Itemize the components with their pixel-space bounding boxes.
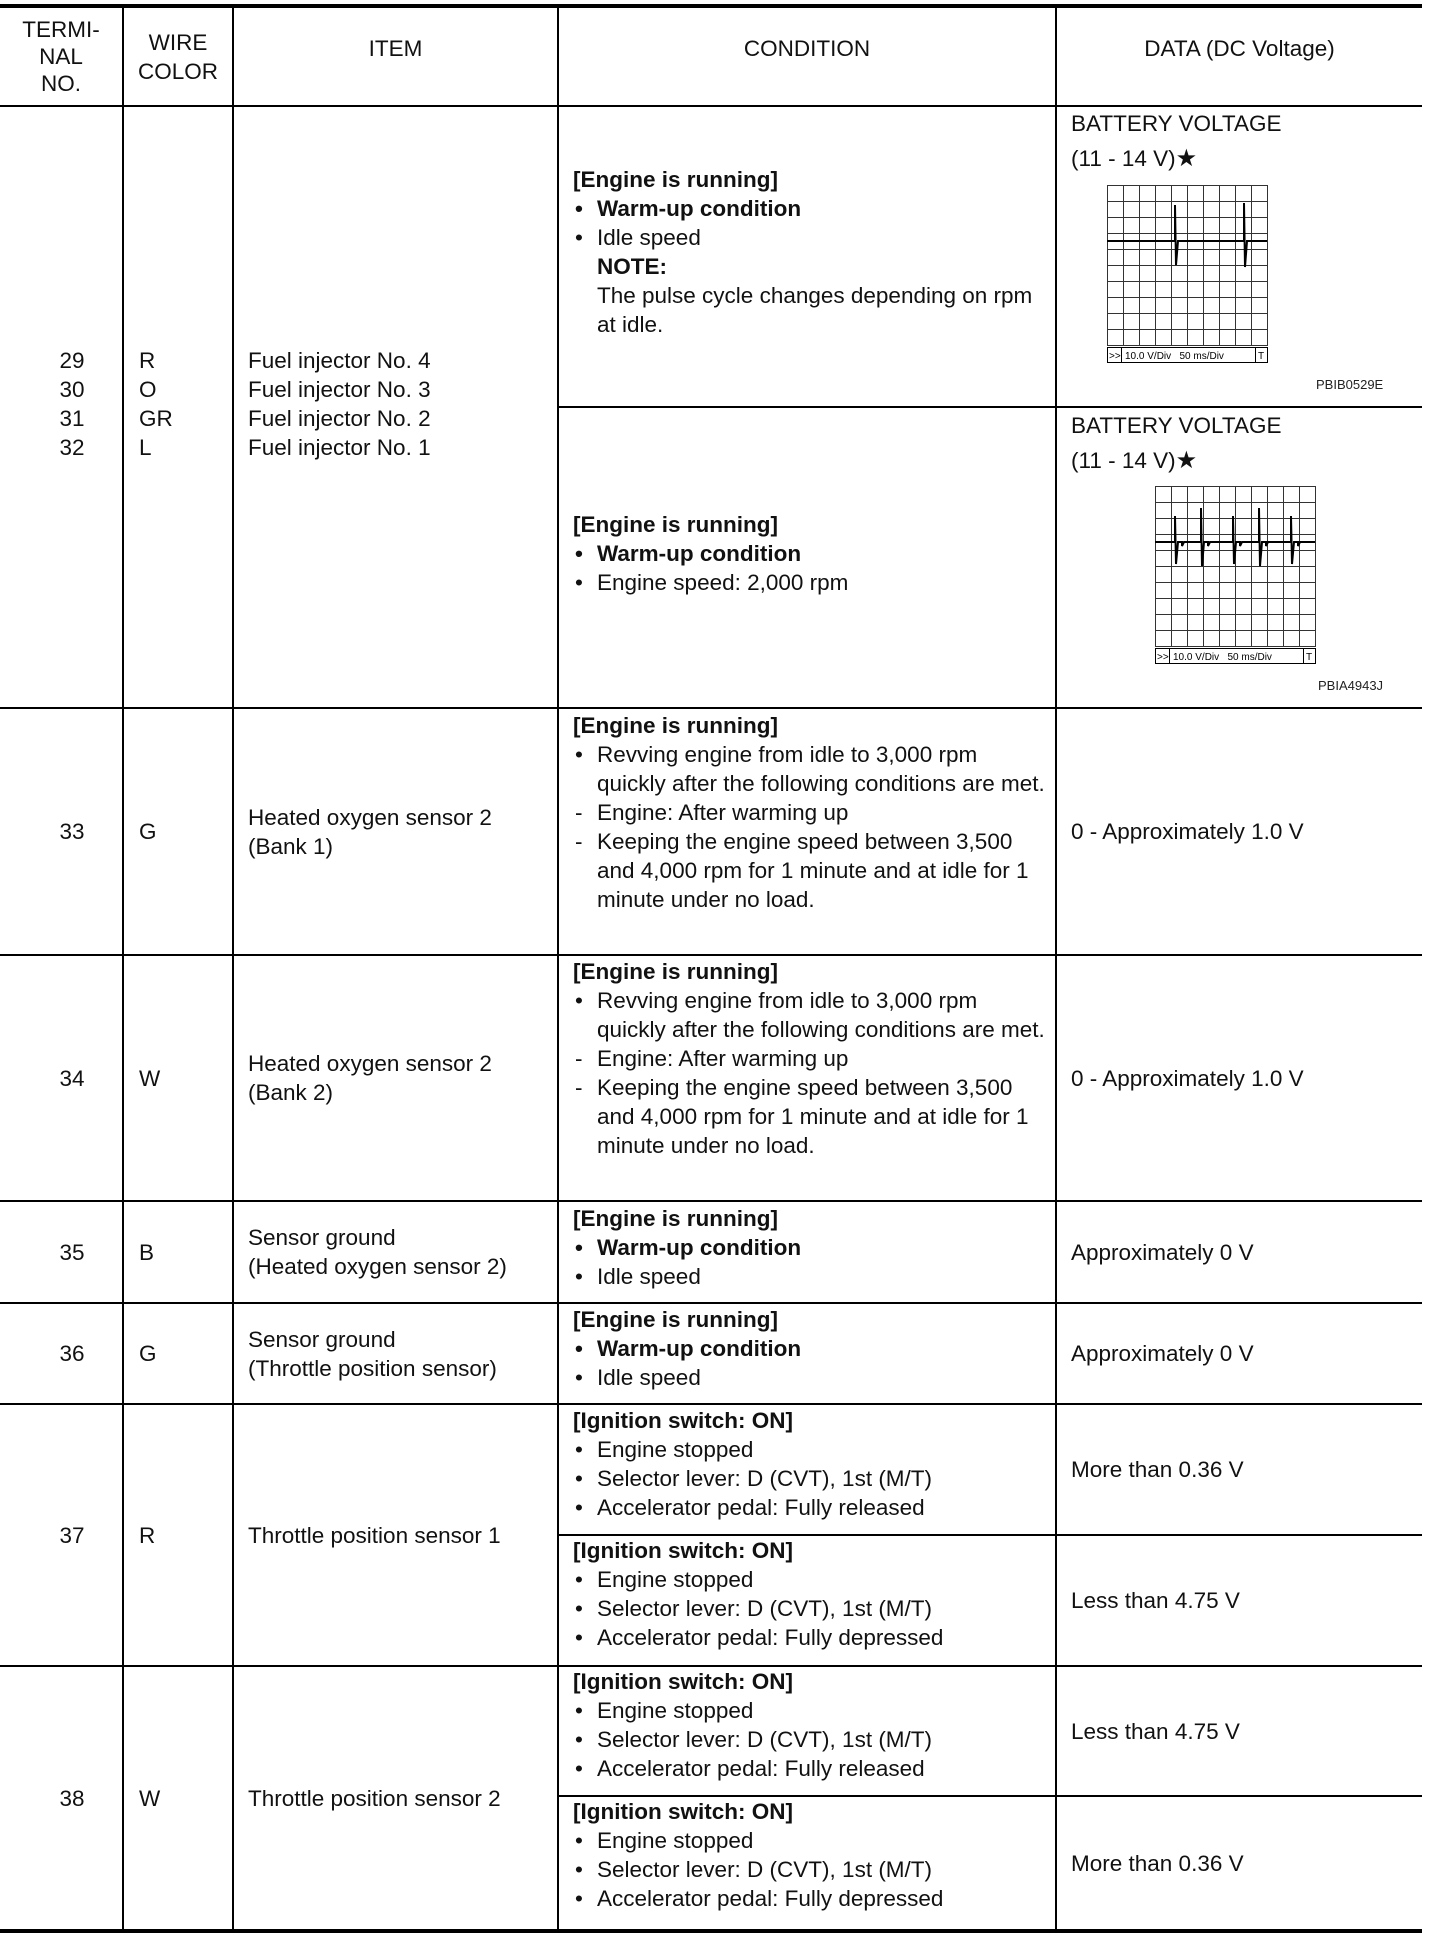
header-terminal-no: TERMI- NAL NO. <box>22 17 100 96</box>
data-value: Approximately 0 V <box>1071 1239 1254 1265</box>
terminal-no: 33 <box>59 819 85 844</box>
condition-bullet: • Engine speed: 2,000 rpm <box>575 570 849 595</box>
data-value: Less than 4.75 V <box>1071 1718 1240 1744</box>
col-divider <box>122 6 124 1931</box>
condition-bullet: • Warm-up condition <box>575 541 802 566</box>
condition-r33 <box>573 711 1051 914</box>
condition-line: • Revving engine from idle to 3,000 rpm quickly after the following conditions are met. <box>575 988 1045 1042</box>
condition-bullet: • Warm-up condition <box>575 1235 802 1260</box>
condition-bullet: • Engine stopped <box>575 1437 754 1462</box>
item-name: Fuel injector No. 1 <box>248 435 431 460</box>
scope-caption: 10.0 V/Div 50 ms/Div <box>1125 351 1224 362</box>
condition-title: [Ignition switch: ON] <box>573 1669 793 1694</box>
condition-bullet: • Idle speed <box>575 1365 701 1390</box>
star-icon: ★ <box>1175 145 1198 172</box>
condition-title: [Ignition switch: ON] <box>573 1799 793 1824</box>
item-name: Sensor ground (Throttle position sensor) <box>248 1326 497 1381</box>
condition-title: [Engine is running] <box>573 1307 778 1332</box>
data-injector-2000rpm <box>1071 411 1411 475</box>
data-label: BATTERY VOLTAGE <box>1071 413 1282 438</box>
terminal-no: 29 <box>59 348 85 373</box>
condition-bullet: • Selector lever: D (CVT), 1st (M/T) <box>575 1466 933 1491</box>
image-id: PBIA4943J <box>1318 678 1384 693</box>
item-name: Fuel injector No. 4 <box>248 348 431 373</box>
condition-title: [Engine is running] <box>573 959 778 984</box>
scope-right-mark: T <box>1306 652 1313 663</box>
condition-bullet: • Warm-up condition <box>575 196 802 221</box>
data-value: Less than 4.75 V <box>1071 1588 1240 1613</box>
terminal-no: 32 <box>59 435 85 460</box>
wire-color: R <box>139 348 156 373</box>
data-value: More than 0.36 V <box>1071 1850 1244 1876</box>
col-divider <box>1055 6 1057 1931</box>
terminal-no: 38 <box>59 1785 85 1811</box>
wire-colors <box>139 346 219 462</box>
condition-bullet: • Accelerator pedal: Fully released <box>575 1756 925 1781</box>
data-range: (11 - 14 V)★ <box>1071 447 1198 474</box>
condition-bullet: • Idle speed <box>575 1264 701 1289</box>
condition-bullet: • Selector lever: D (CVT), 1st (M/T) <box>575 1857 933 1882</box>
note-label: NOTE: <box>597 254 667 279</box>
header-divider <box>0 105 1422 107</box>
condition-injector-idle <box>573 165 1051 339</box>
condition-bullet: • Selector lever: D (CVT), 1st (M/T) <box>575 1596 933 1621</box>
header-item: ITEM <box>368 35 423 61</box>
wire-color: L <box>139 435 152 460</box>
header-data: DATA (DC Voltage) <box>1144 35 1335 61</box>
sub-row-divider <box>557 406 1422 408</box>
scope-left-mark: >> <box>1109 351 1121 362</box>
condition-title: [Engine is running] <box>573 167 778 192</box>
condition-line: • Revving engine from idle to 3,000 rpm quickly after the following conditions are met. <box>575 742 1045 796</box>
condition-line: - Keeping the engine speed between 3,500 and 4,000 rpm for 1 minute and at idle for 1 minute under no load. <box>575 829 1029 912</box>
data-value: 0 - Approximately 1.0 V <box>1071 819 1304 844</box>
bottom-rule <box>0 1929 1422 1933</box>
wire-color: B <box>139 1239 155 1265</box>
item-name: Sensor ground (Heated oxygen sensor 2) <box>248 1225 507 1279</box>
condition-bullet: • Engine stopped <box>575 1828 754 1853</box>
condition-bullet: • Engine stopped <box>575 1698 754 1723</box>
condition-title: [Engine is running] <box>573 713 778 738</box>
wire-color: W <box>139 1785 161 1811</box>
condition-bullet: • Accelerator pedal: Fully released <box>575 1495 925 1520</box>
wire-color: GR <box>139 406 173 431</box>
scope-left-mark: >> <box>1157 652 1169 663</box>
data-range: (11 - 14 V)★ <box>1071 145 1198 172</box>
data-injector-idle <box>1071 109 1411 173</box>
item-name: Heated oxygen sensor 2 (Bank 1) <box>248 804 492 859</box>
condition-line: - Engine: After warming up <box>575 1046 849 1071</box>
terminal-no: 36 <box>59 1341 85 1366</box>
star-icon: ★ <box>1175 447 1198 474</box>
condition-bullet: • Accelerator pedal: Fully depressed <box>575 1625 944 1650</box>
injector-items <box>248 346 548 462</box>
terminal-no: 31 <box>59 406 85 431</box>
image-id: PBIB0529E <box>1316 377 1384 392</box>
item-name: Throttle position sensor 2 <box>248 1785 501 1811</box>
oscilloscope-waveform-idle <box>1107 185 1273 367</box>
condition-bullet: • Warm-up condition <box>575 1336 802 1361</box>
condition-injector-2000rpm <box>573 510 1051 597</box>
condition-title: [Ignition switch: ON] <box>573 1538 793 1563</box>
data-value: Approximately 0 V <box>1071 1341 1254 1366</box>
header-wire-color: WIRE COLOR <box>137 29 218 84</box>
condition-line: - Engine: After warming up <box>575 800 849 825</box>
wire-color: W <box>139 1065 161 1091</box>
wire-color: G <box>139 819 157 844</box>
condition-r36 <box>573 1305 1051 1392</box>
terminal-numbers <box>40 346 104 462</box>
scope-right-mark: T <box>1258 351 1265 362</box>
item-name: Fuel injector No. 3 <box>248 377 431 402</box>
terminal-no: 34 <box>59 1065 85 1091</box>
terminal-no: 37 <box>59 1522 85 1548</box>
condition-r38-released <box>573 1667 1051 1783</box>
condition-r35 <box>573 1204 1051 1291</box>
condition-bullet: • Accelerator pedal: Fully depressed <box>575 1886 944 1911</box>
scope-caption: 10.0 V/Div 50 ms/Div <box>1173 652 1272 663</box>
condition-r34 <box>573 957 1051 1160</box>
condition-r37-depressed <box>573 1536 1051 1652</box>
wire-color: O <box>139 377 157 402</box>
condition-title: [Engine is running] <box>573 1206 778 1231</box>
item-name: Throttle position sensor 1 <box>248 1522 501 1548</box>
data-value: More than 0.36 V <box>1071 1457 1244 1482</box>
data-value: 0 - Approximately 1.0 V <box>1071 1065 1304 1091</box>
condition-r37-released <box>573 1406 1051 1522</box>
note-text: The pulse cycle changes depending on rpm at idle. <box>597 283 1033 337</box>
condition-r38-depressed <box>573 1797 1051 1913</box>
condition-line: - Keeping the engine speed between 3,500 and 4,000 rpm for 1 minute and at idle for 1 minute under no load. <box>575 1075 1029 1158</box>
item-name: Fuel injector No. 2 <box>248 406 431 431</box>
terminal-no: 30 <box>59 377 85 402</box>
item-name: Heated oxygen sensor 2 (Bank 2) <box>248 1051 492 1105</box>
header-condition: CONDITION <box>743 35 871 61</box>
condition-bullet: • Selector lever: D (CVT), 1st (M/T) <box>575 1727 933 1752</box>
condition-title: [Ignition switch: ON] <box>573 1408 793 1433</box>
col-divider <box>232 6 234 1931</box>
condition-bullet: • Engine stopped <box>575 1567 754 1592</box>
condition-bullet: • Idle speed <box>575 225 701 250</box>
wire-color: G <box>139 1341 157 1366</box>
terminal-no: 35 <box>59 1239 85 1265</box>
col-divider <box>557 6 559 1931</box>
oscilloscope-waveform-2000rpm <box>1155 486 1321 668</box>
condition-title: [Engine is running] <box>573 512 778 537</box>
data-label: BATTERY VOLTAGE <box>1071 111 1282 136</box>
wire-color: R <box>139 1522 156 1548</box>
